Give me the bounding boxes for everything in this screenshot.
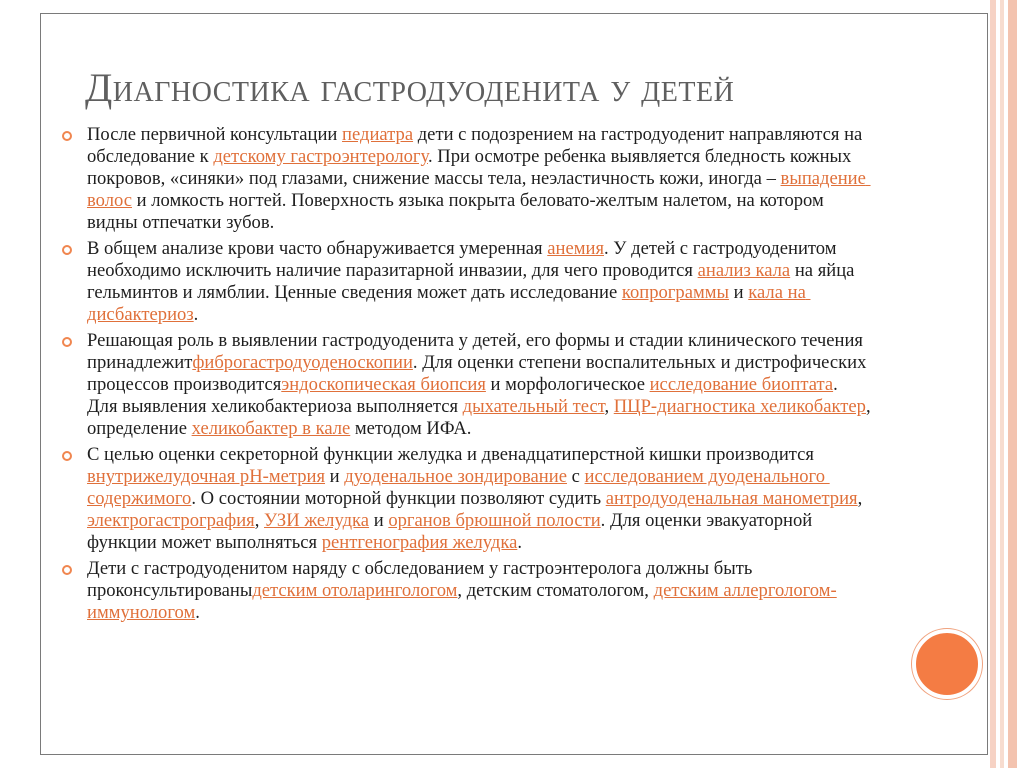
bullet-text: . [193,304,199,325]
bullet-text: на яйца гельминтов и лямблии. Ценные сведения может дать исследование [87,260,860,303]
bullet-text: После первичной консультации [87,124,343,145]
text-link[interactable]: копрограммы [621,282,730,303]
bullet-text: и морфологическое [485,374,650,395]
bullet-text: Дети с гастродуоденитом наряду с обследованием у гастроэнтеролога должны быть проконсультированы [87,558,757,601]
text-link[interactable]: выпадение волос [87,168,871,211]
bullet-text: , [857,488,867,509]
text-link[interactable]: анемия [547,238,604,259]
bullet-item [62,330,876,440]
bullet-list [62,124,876,628]
slide-title: Диагностика гастродуоденита у детей [85,65,735,110]
text-link[interactable]: исследование биоптата [649,374,834,395]
orange-circle [912,629,982,699]
bullet-text: методом ИФА. [350,418,472,439]
circle-bullet-icon [62,245,72,255]
text-link[interactable]: анализ кала [697,260,791,281]
text-link[interactable]: эндоскопическая биопсия [281,374,486,395]
text-link[interactable]: детским отоларингологом [252,580,458,601]
text-link[interactable]: хеликобактер в кале [191,418,351,439]
text-link[interactable]: кала на дисбактериоз [87,282,811,325]
bullet-text: , [254,510,265,531]
bullet-text: и [325,466,345,487]
text-link[interactable]: исследованием дуоденального содержимого [87,466,830,509]
circle-bullet-icon [62,565,72,575]
bullet-text: . У детей с гастродуоденитом необходимо исключить наличие паразитарной инвазии, для чего проводится [87,238,842,281]
bullet-text: . При осмотре ребенка выявляется бледность кожных покровов, «синяки» под глазами, снижение массы тела, неэластичность кожи, иногда – [87,146,856,189]
text-link[interactable]: дыхательный тест [462,396,605,417]
text-link[interactable]: детскому гастроэнтерологу [213,146,428,167]
bullet-item [62,124,872,234]
text-link[interactable]: органов брюшной полости [388,510,601,531]
bullet-text: , детским стоматологом, [457,580,654,601]
bullet-text: . Для выявления хеликобактериоза выполняется [87,374,843,417]
bullet-text: с [566,466,585,487]
bullet-text: , [604,396,614,417]
bullet-text: . О состоянии моторной функции позволяют судить [191,488,606,509]
bullet-item [62,238,872,326]
decorative-stripe [1008,0,1017,768]
bullet-text: и [729,282,749,303]
bullet-text: дети с подозрением на гастродуоденит направляются на обследование к [87,124,867,167]
circle-bullet-icon [62,451,72,461]
text-link[interactable]: детским аллергологом-иммунологом [87,580,837,623]
text-link[interactable]: педиатра [342,124,414,145]
text-link[interactable]: фиброгастродуоденоскопии [192,352,413,373]
bullet-text: . Для оценки степени воспалительных и дистрофических процессов производится [87,352,872,395]
text-link[interactable]: рентгенография желудка [321,532,518,553]
bullet-text: Решающая роль в выявлении гастродуоденита у детей, его формы и стадии клинического течения принадлежит [87,330,868,373]
decorative-stripe [1000,0,1004,768]
bullet-text: . Для оценки эвакуаторной функции может выполняться [87,510,817,553]
decorative-stripe [990,0,996,768]
text-link[interactable]: антродуоденальная манометрия [605,488,858,509]
bullet-text: . [517,532,522,553]
bullet-text: и ломкость ногтей. Поверхность языка покрыта беловато-желтым налетом, на котором видны отпечатки зубов. [87,190,829,233]
bullet-text: С целью оценки секреторной функции желудка и двенадцатиперстной кишки производится [87,444,819,465]
bullet-item [62,558,872,624]
bullet-item [62,444,872,554]
text-link[interactable]: УЗИ желудка [264,510,370,531]
bullet-text: , определение [87,396,876,439]
bullet-text: В общем анализе крови часто обнаруживается умеренная [87,238,548,259]
circle-bullet-icon [62,337,72,347]
circle-bullet-icon [62,131,72,141]
text-link[interactable]: электрогастрография [87,510,255,531]
text-link[interactable]: внутрижелудочная рН-метрия [87,466,326,487]
bullet-text: . [195,602,200,623]
bullet-text: и [369,510,389,531]
text-link[interactable]: дуоденальное зондирование [344,466,567,487]
text-link[interactable]: ПЦР-диагностика хеликобактер [613,396,866,417]
